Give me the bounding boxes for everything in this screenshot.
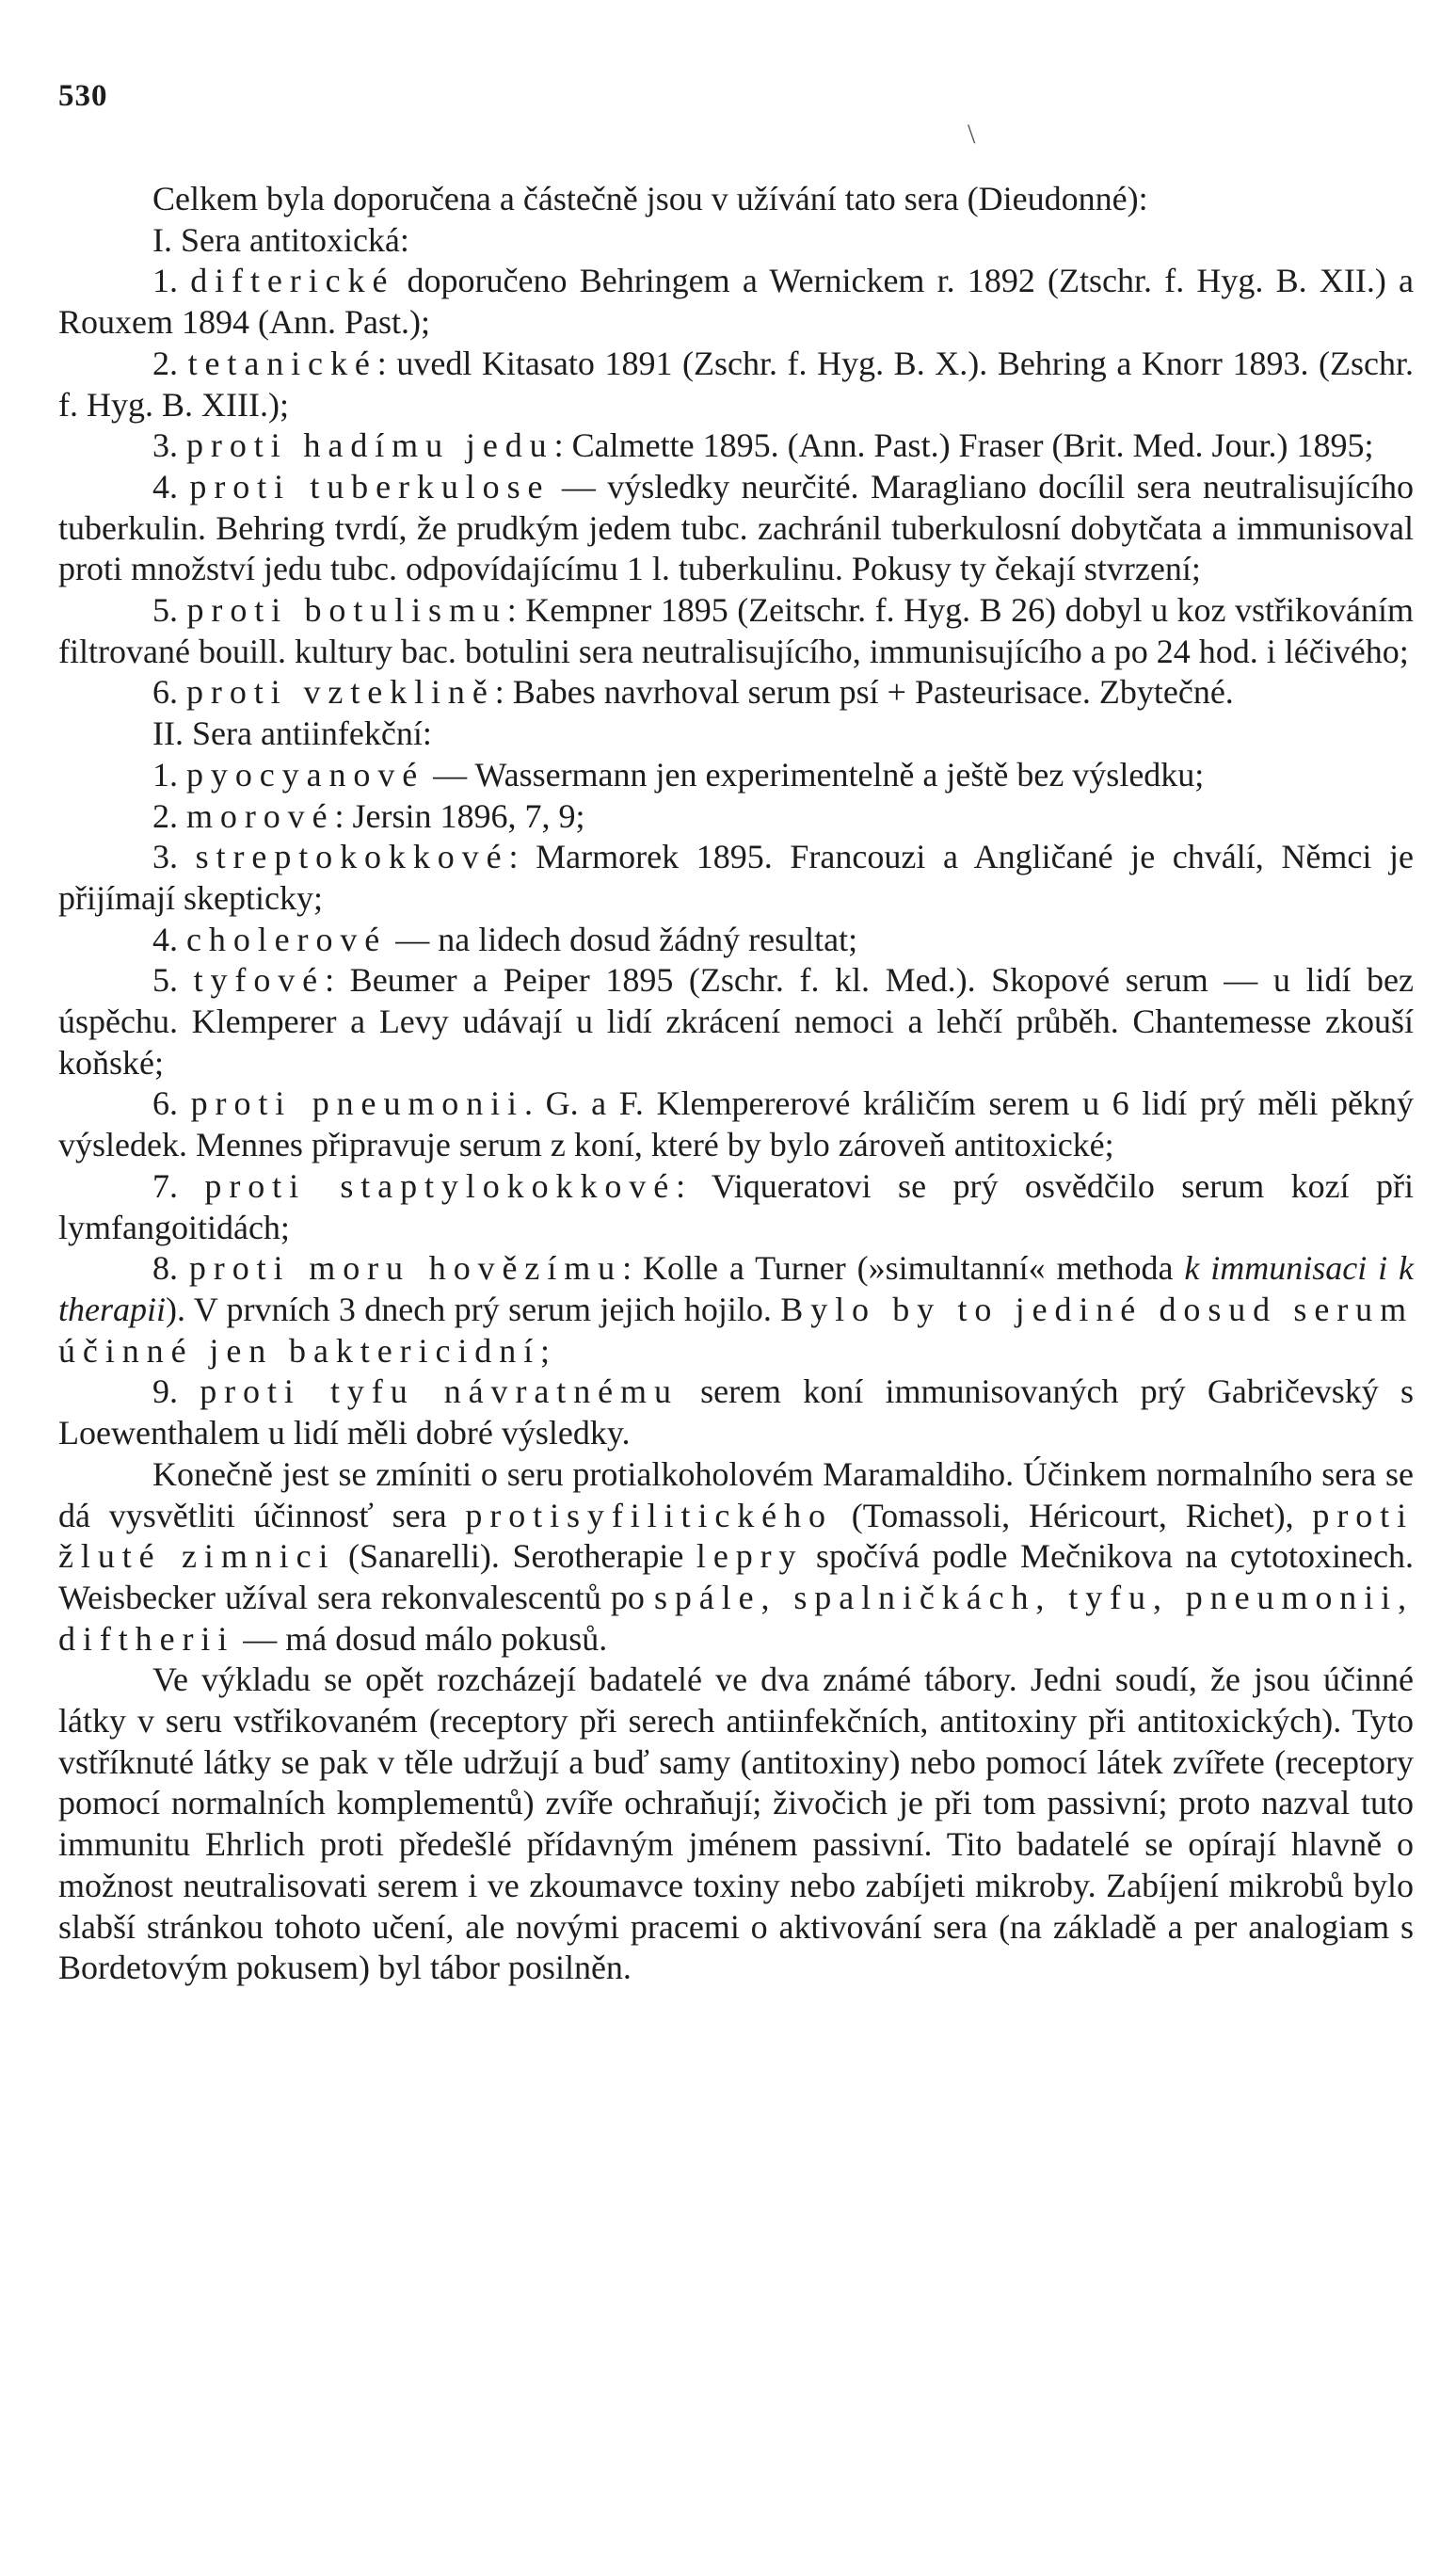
- item-text: — na lidech dosud žádný resultat;: [387, 920, 858, 958]
- section-ii-item-3: [58, 837, 1414, 919]
- item-term: proti tyfu návratnému: [200, 1372, 679, 1411]
- section-i-item-1: [58, 261, 1414, 343]
- section-ii-item-2: [58, 796, 1414, 838]
- item-term: morové: [186, 796, 335, 835]
- item-number: 5.: [152, 961, 178, 1000]
- paragraph-text: (Tomassoli, Héricourt, Richet),: [832, 1496, 1313, 1534]
- item-number: 6.: [152, 673, 178, 712]
- item-number: 7.: [152, 1166, 178, 1205]
- intro-paragraph: Celkem byla doporučena a částečně jsou v užívání tato sera (Dieudonné):: [152, 180, 1148, 217]
- item-number: 2.: [152, 344, 178, 382]
- item-text: . G. a F. Klempererové králičím serem u 6 lidí prý měli pěkný výsledek. Mennes připravuje serum z koní, které by bylo zároveň antitoxické;: [58, 1084, 1415, 1164]
- item-text: : Kolle a Turner (»simultanní« methoda: [622, 1249, 1185, 1288]
- item-term: tetanické: [187, 344, 377, 382]
- item-term: pyocyanové: [186, 755, 425, 794]
- item-number: 4.: [152, 467, 178, 505]
- section-ii-item-6: [58, 1083, 1414, 1165]
- section-i-heading: I. Sera antitoxická:: [152, 220, 409, 259]
- item-number: 8.: [152, 1249, 178, 1288]
- section-ii-item-8: [58, 1248, 1414, 1372]
- item-number: 1.: [152, 262, 178, 300]
- section-i-item-5: [58, 590, 1414, 672]
- item-term: proti pneumonii: [190, 1084, 524, 1123]
- item-number: 6.: [152, 1084, 178, 1123]
- paragraph-term: protisyfilitického: [465, 1496, 833, 1534]
- item-text: — výsledky neurčité. Maragliano docílil sera neutralisujícího tuberkulin. Behring tvrdí, že prudkým jedem tubc. zachránil tuberkulosní dobytčata a immunisoval proti množství jedu tubc. odpovídajícímu 1 l. tuberkulinu. Pokusy ty čekají stvrzení;: [58, 467, 1414, 588]
- item-term: streptokokkové: [195, 838, 509, 876]
- item-italic: k immunisaci i k therapii: [58, 1249, 1414, 1328]
- item-term: proti staptylokokkové: [204, 1166, 677, 1205]
- item-text: : uvedl Kitasato 1891 (Zschr. f. Hyg. B. X.). Behring a Knorr 1893. (Zschr. f. Hyg. B. XIII.);: [58, 344, 1415, 424]
- item-term: proti vzteklině: [186, 673, 495, 712]
- section-ii-item-1: [58, 755, 1414, 796]
- item-text: — Wassermann jen experimentelně a ještě bez výsledku;: [424, 755, 1205, 794]
- section-ii-item-9: [58, 1372, 1414, 1453]
- item-text: : Babes navrhoval serum psí + Pasteurisace. Zbytečné.: [494, 673, 1234, 712]
- section-i-item-4: [58, 467, 1414, 590]
- item-text: : Marmorek 1895. Francouzi a Angličané je chválí, Němci je přijímají skepticky;: [58, 838, 1414, 917]
- item-text: : Beumer a Peiper 1895 (Zschr. f. kl. Med.). Skopové serum — u lidí bez úspěchu. Klemperer a Levy udávají u lidí zkrácení nemoci a lehčí průběh. Chantemesse zkouší koňské;: [58, 961, 1415, 1082]
- section-ii-item-7: [58, 1166, 1414, 1248]
- item-end: ;: [540, 1331, 551, 1370]
- item-term: tyfové: [193, 961, 326, 1000]
- section-ii-heading: II. Sera antiinfekční:: [152, 714, 432, 753]
- item-number: 9.: [152, 1372, 178, 1411]
- item-term: proti moru hovězímu: [188, 1249, 623, 1288]
- paragraph-term: lepry: [696, 1537, 804, 1576]
- item-text: serem koní immunisovaných prý Gabričevský s Loewenthalem u lidí měli dobré výsledky.: [58, 1372, 1415, 1452]
- item-number: 1.: [152, 755, 178, 794]
- item-term: proti tuberkulose: [189, 467, 551, 505]
- item-term: difterické: [190, 262, 395, 300]
- item-term: proti hadímu jedu: [186, 426, 554, 465]
- section-ii-item-5: [58, 960, 1414, 1083]
- paragraph-serotherapy: [58, 1454, 1414, 1661]
- item-term: proti botulismu: [186, 591, 507, 630]
- paragraph-term: proti žluté zimnici: [58, 1496, 1414, 1576]
- paragraph-text: Konečně jest se zmíniti o seru protialkoholovém Maramaldiho. Účinkem normalního sera se dá vysvětliti účinnosť sera: [58, 1454, 1414, 1534]
- item-spaced: Bylo by to jediné dosud serum účinné jen baktericidní: [58, 1290, 1414, 1370]
- item-term: cholerové: [186, 920, 388, 958]
- page-text: [58, 179, 1414, 1989]
- section-i-item-2: [58, 344, 1414, 425]
- item-number: 5.: [152, 591, 178, 630]
- item-number: 3.: [152, 426, 178, 465]
- item-text: : Viqueratovi se prý osvědčilo serum kozí při lymfangoitidách;: [58, 1166, 1414, 1246]
- item-text: : Calmette 1895. (Ann. Past.) Fraser (Brit. Med. Jour.) 1895;: [553, 426, 1374, 465]
- page-number: 530: [58, 79, 108, 113]
- item-number: 3.: [152, 838, 178, 876]
- item-text: doporučeno Behringem a Wernickem r. 1892 (Ztschr. f. Hyg. B. XII.) a Rouxem 1894 (Ann. Past.);: [58, 262, 1415, 342]
- item-text: : Kempner 1895 (Zeitschr. f. Hyg. B 26) dobyl u koz vstřikováním filtrované bouill. kultury bac. botulini sera neutralisujícího, immunisujícího a po 24 hod. i léčivého;: [58, 591, 1415, 670]
- paragraph-text: (Sanarelli). Serotherapie: [335, 1537, 696, 1576]
- item-text-2: ). V prvních 3 dnech prý serum jejich hojilo.: [166, 1290, 781, 1328]
- paragraph-term: spále, spalničkách, tyfu, pneumonii, diftherii: [58, 1578, 1414, 1658]
- section-i-item-3: [58, 425, 1414, 467]
- item-number: 2.: [152, 796, 178, 835]
- section-i-item-6: [58, 672, 1414, 714]
- paragraph-theories: Ve výkladu se opět rozcházejí badatelé ve dva známé tábory. Jedni soudí, že jsou účinné látky v seru vstřikovaném (receptory při serech antiinfekčních, antitoxiny při antitoxických). Tyto vstříknuté látky se pak v těle udržují a buď samy (antitoxiny) nebo pomocí látek zvířete (receptory pomocí normalních komplementů) zvíře ochraňují; živočich je při tom passivní; proto nazval tuto immunitu Ehrlich proti předešlé přídavným jménem passivní. Tito badatelé se opírají hlavně o možnost neutralisovati serem i ve zkoumavce toxiny nebo zabíjeti mikroby. Zabíjení mikrobů bylo slabší stránkou tohoto učení, ale novými pracemi o aktivování sera (na základě a per analogiam s Bordetovým pokusem) byl tábor posilněn.: [58, 1661, 1414, 1987]
- item-number: 4.: [152, 920, 178, 958]
- paragraph-text: — má dosud málo pokusů.: [234, 1619, 608, 1658]
- item-text: : Jersin 1896, 7, 9;: [334, 796, 585, 835]
- section-ii-item-4: [58, 920, 1414, 961]
- page-mark: \: [968, 119, 976, 150]
- paragraph-text: spočívá podle Mečnikova na cytotoxinech. Weisbecker užíval sera rekonvalescentů po: [58, 1537, 1415, 1616]
